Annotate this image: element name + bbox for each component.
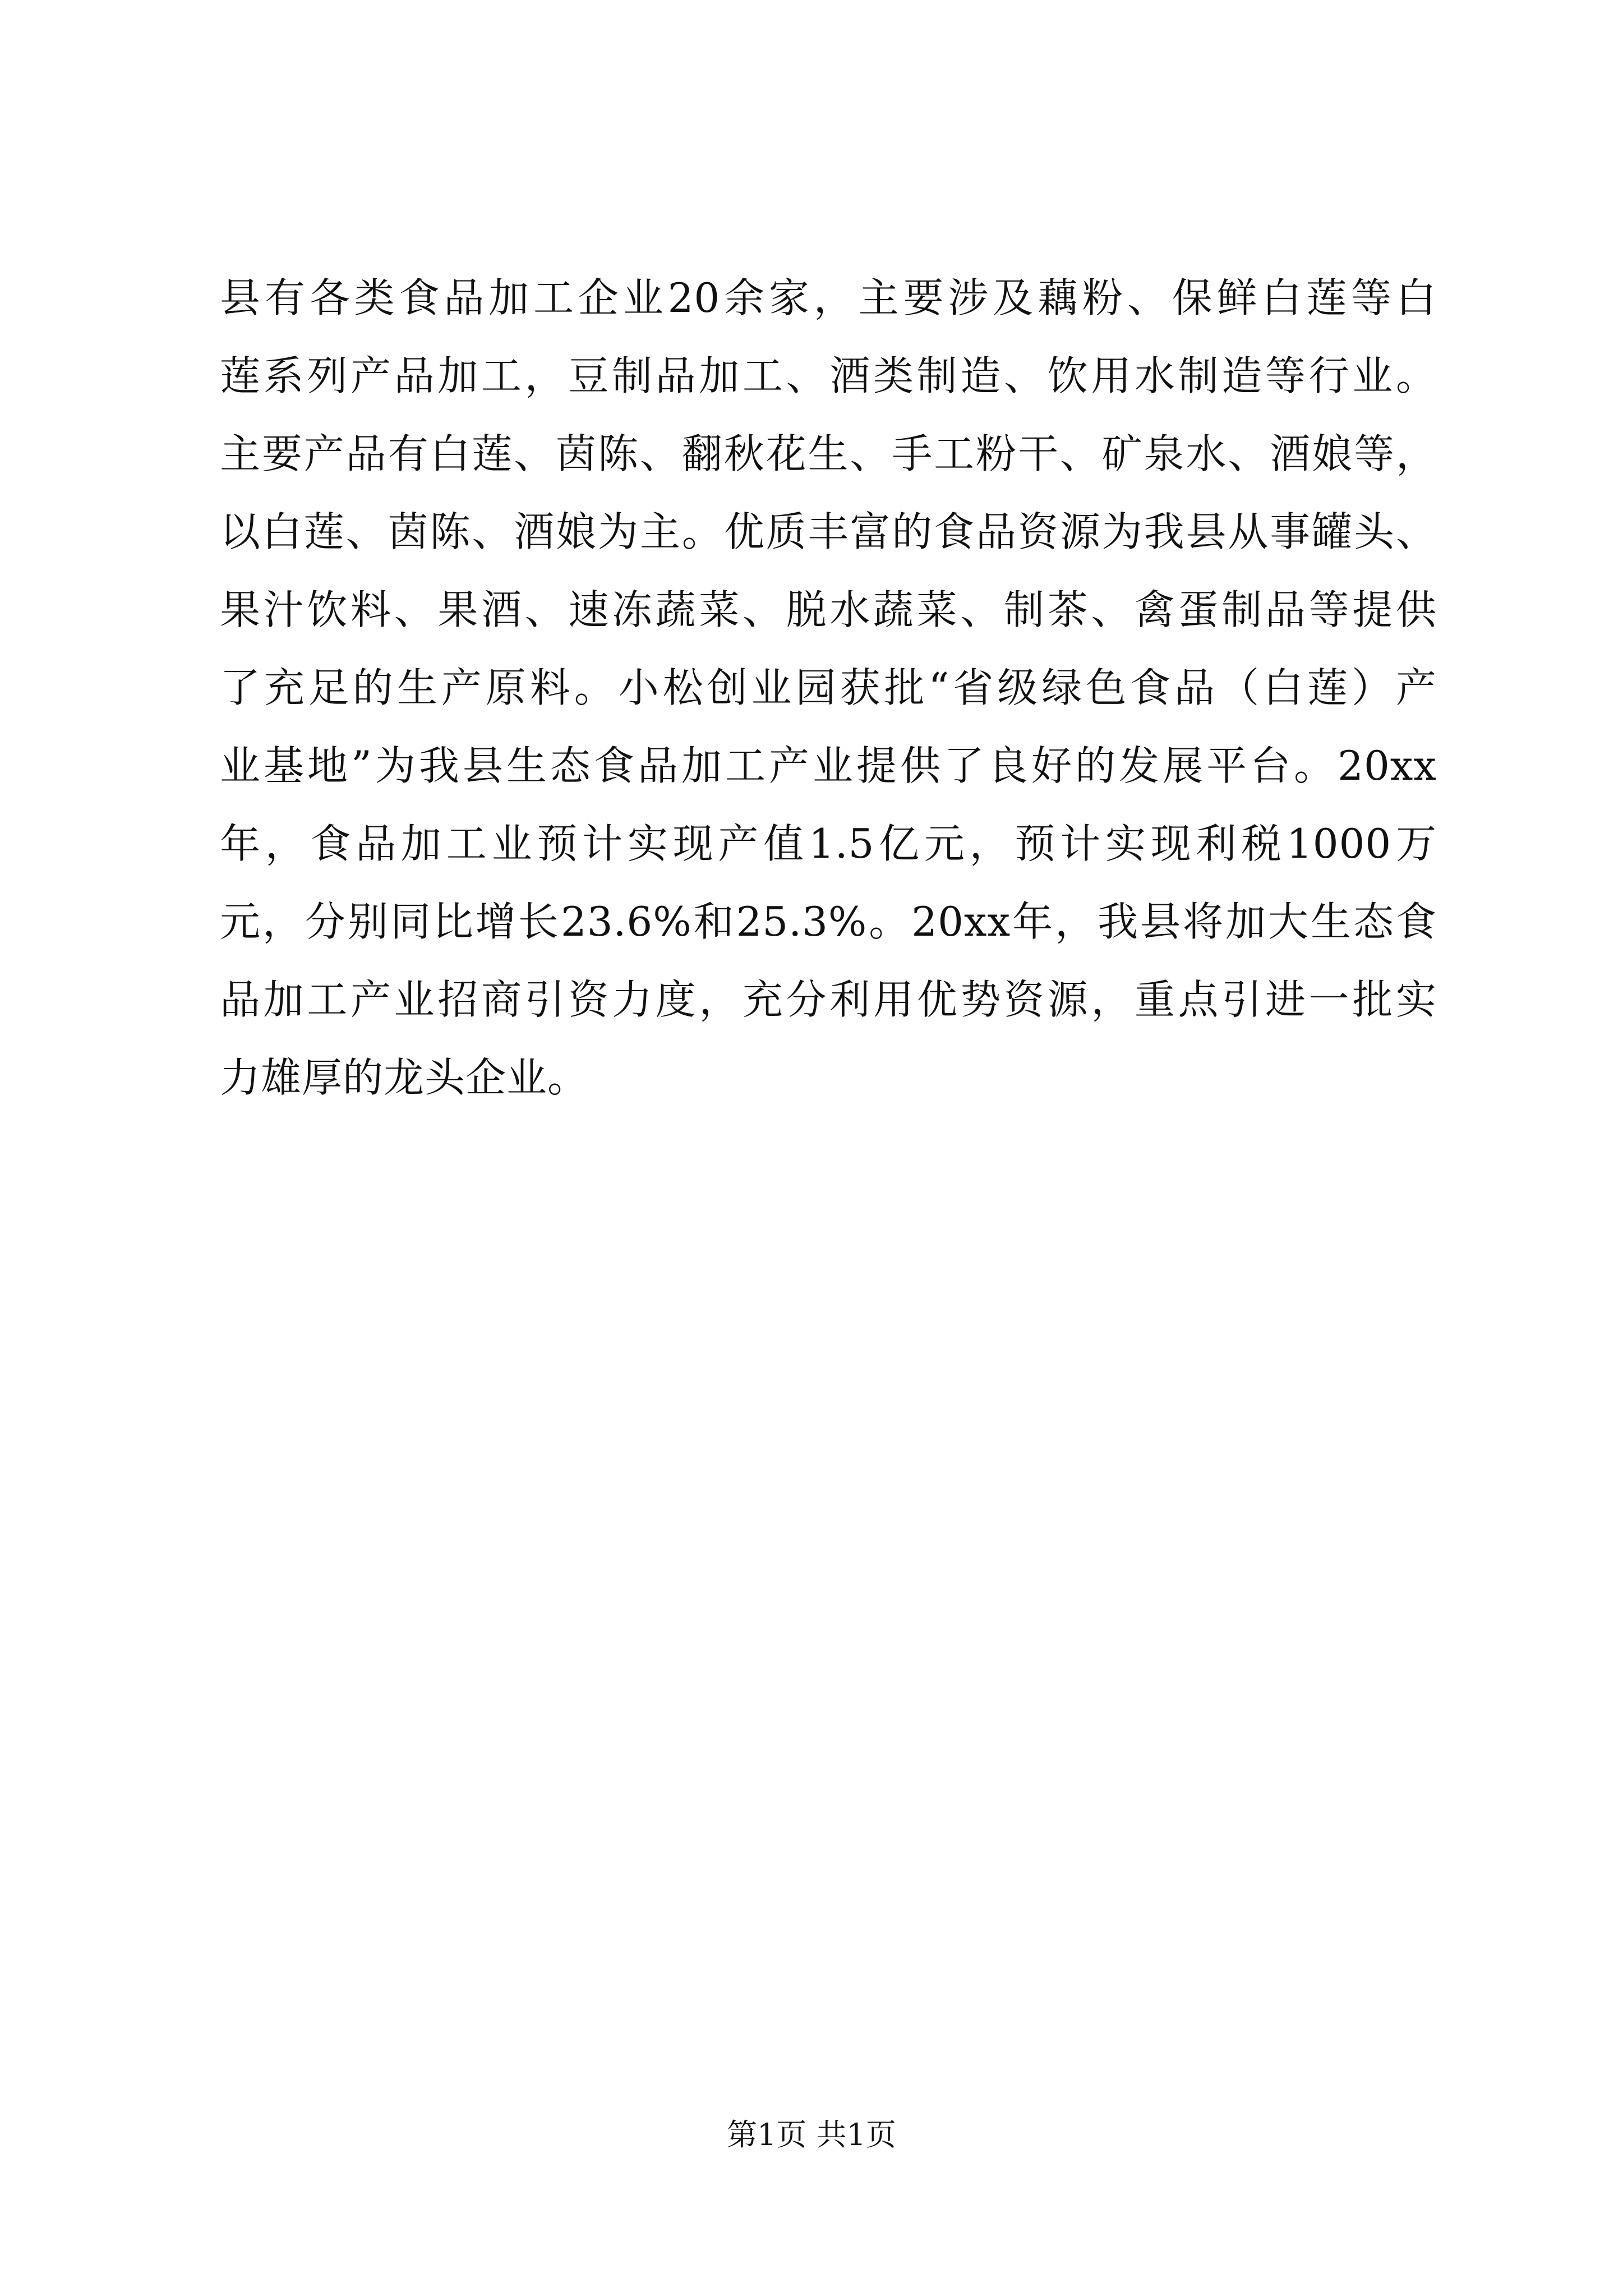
paragraph-line-9: 元，分别同比增长23.6%和25.3%。20xx年，我县将加大生态食 xyxy=(220,898,1437,945)
paragraph-line-8: 年，食品加工业预计实现产值1.5亿元，预计实现利税1000万 xyxy=(220,820,1437,867)
paragraph-line-7: 业基地”为我县生态食品加工产业提供了良好的发展平台。20xx xyxy=(220,742,1437,789)
paragraph-line-3: 主要产品有白莲、茵陈、翻秋花生、手工粉干、矿泉水、酒娘等， xyxy=(220,430,1437,477)
paragraph-line-2: 莲系列产品加工，豆制品加工、酒类制造、饮用水制造等行业。 xyxy=(220,352,1437,399)
paragraph-line-5: 果汁饮料、果酒、速冻蔬菜、脱水蔬菜、制茶、禽蛋制品等提供 xyxy=(220,586,1437,633)
body-paragraph xyxy=(220,259,1437,1117)
paragraph-line-6: 了充足的生产原料。小松创业园获批“省级绿色食品（白莲）产 xyxy=(220,664,1437,711)
page-number-footer: 第1页 共1页 xyxy=(727,2117,896,2152)
paragraph-line-10: 品加工产业招商引资力度，充分利用优势资源，重点引进一批实 xyxy=(220,976,1437,1023)
paragraph-line-1: 县有各类食品加工企业20余家，主要涉及藕粉、保鲜白莲等白 xyxy=(220,274,1437,321)
paragraph-line-4: 以白莲、茵陈、酒娘为主。优质丰富的食品资源为我县从事罐头、 xyxy=(220,508,1437,555)
paragraph-line-11: 力雄厚的龙头企业。 xyxy=(220,1054,589,1101)
